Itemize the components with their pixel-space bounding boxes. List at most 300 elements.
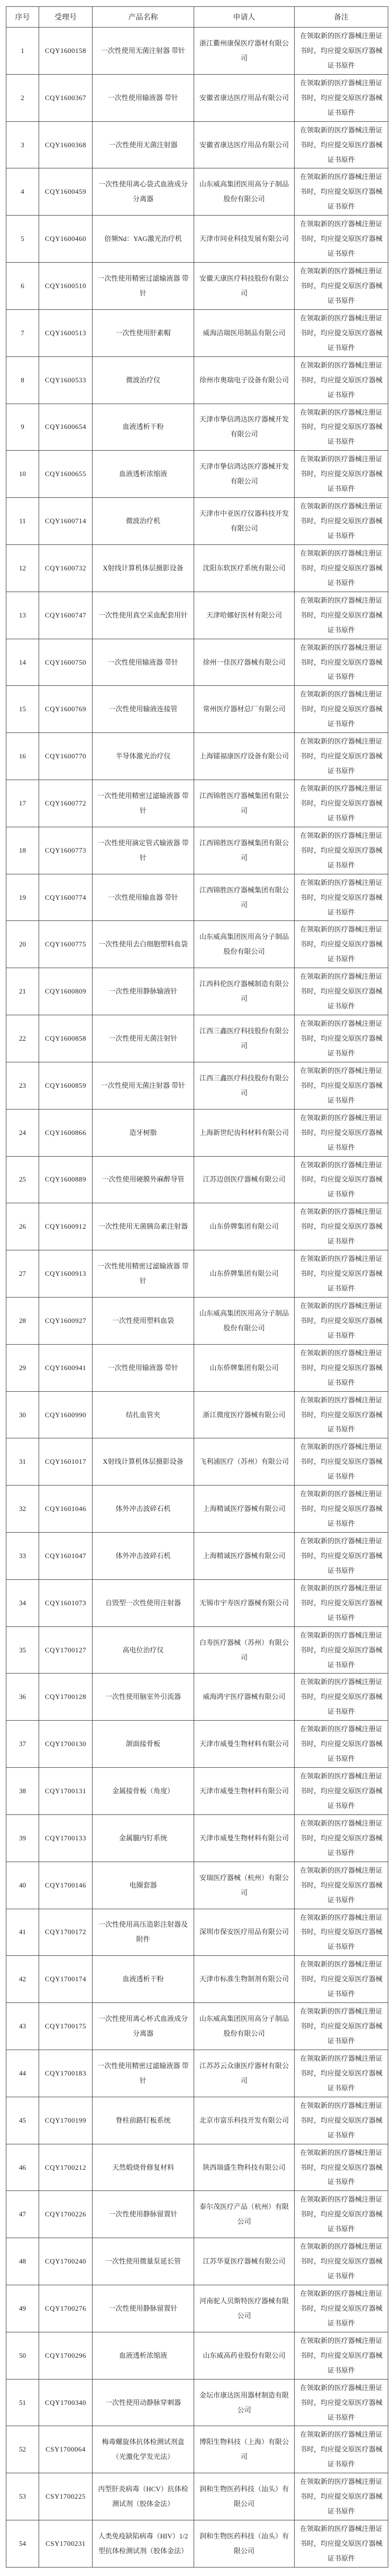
cell-remark: 在领取新的医疗器械注册证书时，均应提交原医疗器械证书原件 (295, 968, 388, 1015)
cell-product-name: 一次性使用输液器 带针 (93, 639, 194, 686)
cell-product-name: 一次性使用精密过滤输液器 带针 (93, 2050, 194, 2097)
cell-applicant: 江西科伦医疗器械制造有限公司 (194, 968, 295, 1015)
table-row (6, 968, 388, 1015)
column-header-index: 序号 (6, 7, 39, 28)
table-row (6, 168, 388, 216)
cell-remark: 在领取新的医疗器械注册证书时，均应提交原医疗器械证书原件 (295, 1814, 388, 1862)
column-header-applicant: 申请人 (194, 7, 295, 28)
cell-product-name: 体外冲击波碎石机 (93, 1533, 194, 1580)
cell-acceptance-no: CQY1700199 (39, 2097, 93, 2144)
cell-product-name: 一次性使用静脉留置针 (93, 2191, 194, 2238)
cell-applicant: 北京市富乐科技开发有限公司 (194, 2097, 295, 2144)
cell-index: 46 (6, 2144, 39, 2191)
cell-acceptance-no: CQY1600809 (39, 968, 93, 1015)
cell-product-name: 一次性使用高压造影注射器及附件 (93, 1909, 194, 1956)
cell-index: 50 (6, 2332, 39, 2379)
cell-applicant: 威海洁瑞医用制品有限公司 (194, 309, 295, 356)
cell-index: 3 (6, 121, 39, 168)
cell-remark: 在领取新的医疗器械注册证书时，均应提交原医疗器械证书原件 (295, 498, 388, 545)
cell-index: 43 (6, 2003, 39, 2050)
table-row (6, 1814, 388, 1862)
table-row (6, 1438, 388, 1486)
cell-index: 31 (6, 1438, 39, 1486)
cell-index: 24 (6, 1109, 39, 1156)
header-row (6, 7, 388, 28)
table-row (6, 1015, 388, 1062)
cell-index: 45 (6, 2097, 39, 2144)
cell-acceptance-no: CSY1700225 (39, 2473, 93, 2520)
table-header-row (6, 7, 388, 28)
cell-acceptance-no: CQY1600655 (39, 451, 93, 498)
cell-acceptance-no: CQY1600732 (39, 544, 93, 592)
cell-index: 48 (6, 2238, 39, 2285)
table-row (6, 451, 388, 498)
cell-acceptance-no: CQY1700276 (39, 2285, 93, 2332)
cell-index: 13 (6, 592, 39, 639)
cell-applicant: 河南驼人贝斯特医疗器械有限公司 (194, 2285, 295, 2332)
cell-product-name: 一次性使用无菌注射器 带针 (93, 28, 194, 75)
cell-applicant: 山东侨牌集团有限公司 (194, 1250, 295, 1298)
cell-product-name: 一次性使用静脉输液针 (93, 968, 194, 1015)
cell-acceptance-no: CQY1700174 (39, 1956, 93, 2003)
cell-product-name: 自毁型一次性使用注射器 (93, 1579, 194, 1626)
table-row (6, 1486, 388, 1533)
cell-product-name: 一次性使用肝素帽 (93, 309, 194, 356)
cell-applicant: 安徽省康达医疗用品有限公司 (194, 121, 295, 168)
cell-acceptance-no: CQY1600858 (39, 1015, 93, 1062)
cell-product-name: 微波治疗机 (93, 498, 194, 545)
cell-acceptance-no: CQY1600654 (39, 404, 93, 451)
cell-product-name: 一次性使用输血器 带针 (93, 874, 194, 921)
cell-product-name: 梅毒螺旋体抗体检测试剂盒（光激化学发光法） (93, 2426, 194, 2473)
cell-product-name: 造牙树脂 (93, 1109, 194, 1156)
cell-index: 5 (6, 216, 39, 263)
table-row (6, 2332, 388, 2379)
cell-remark: 在领取新的医疗器械注册证书时，均应提交原医疗器械证书原件 (295, 451, 388, 498)
table-row (6, 1579, 388, 1626)
table-row (6, 1909, 388, 1956)
cell-index: 38 (6, 1768, 39, 1815)
cell-remark: 在领取新的医疗器械注册证书时，均应提交原医疗器械证书原件 (295, 733, 388, 780)
table-row (6, 2003, 388, 2050)
cell-remark: 在领取新的医疗器械注册证书时，均应提交原医疗器械证书原件 (295, 1956, 388, 2003)
table-row (6, 1156, 388, 1203)
cell-acceptance-no: CQY1700212 (39, 2144, 93, 2191)
cell-product-name: 血液透析干粉 (93, 404, 194, 451)
cell-product-name: 一次性使用无菌注射针 (93, 1015, 194, 1062)
cell-acceptance-no: CSY1700064 (39, 2426, 93, 2473)
cell-applicant: 山东威高药业股份有限公司 (194, 2332, 295, 2379)
cell-product-name: 一次性使用真空采血配套用针 (93, 592, 194, 639)
cell-applicant: 博阳生物科技（上海）有限公司 (194, 2426, 295, 2473)
cell-applicant: 徐州一佳医疗器械有限公司 (194, 639, 295, 686)
cell-product-name: 金属接骨板（角度） (93, 1768, 194, 1815)
table-row (6, 1674, 388, 1721)
cell-product-name: 高电位治疗仪 (93, 1626, 194, 1674)
cell-index: 19 (6, 874, 39, 921)
cell-acceptance-no: CQY1600510 (39, 263, 93, 310)
cell-product-name: 一次性使用精密过滤输液器 带针 (93, 780, 194, 827)
cell-index: 44 (6, 2050, 39, 2097)
cell-remark: 在领取新的医疗器械注册证书时，均应提交原医疗器械证书原件 (295, 592, 388, 639)
cell-applicant: 沈阳东软医疗系统有限公司 (194, 544, 295, 592)
cell-acceptance-no: CQY1601073 (39, 1579, 93, 1626)
cell-applicant: 江西锦胜医疗器械集团有限公司 (194, 827, 295, 874)
cell-applicant: 江西锦胜医疗器械集团有限公司 (194, 780, 295, 827)
cell-applicant: 上海精诚医疗器械有限公司 (194, 1533, 295, 1580)
cell-acceptance-no: CQY1700130 (39, 1721, 93, 1768)
registration-table (6, 6, 388, 2568)
cell-acceptance-no: CQY1600866 (39, 1109, 93, 1156)
table-row (6, 874, 388, 921)
cell-index: 35 (6, 1626, 39, 1674)
cell-applicant: 江西三鑫医疗科技股份有限公司 (194, 1062, 295, 1109)
cell-remark: 在领取新的医疗器械注册证书时，均应提交原医疗器械证书原件 (295, 827, 388, 874)
cell-applicant: 天津市标准生物制剂有限公司 (194, 1956, 295, 2003)
table-row (6, 2050, 388, 2097)
cell-index: 53 (6, 2473, 39, 2520)
cell-remark: 在领取新的医疗器械注册证书时，均应提交原医疗器械证书原件 (295, 168, 388, 216)
cell-remark: 在领取新的医疗器械注册证书时，均应提交原医疗器械证书原件 (295, 1062, 388, 1109)
cell-applicant: 山东侨牌集团有限公司 (194, 1344, 295, 1391)
cell-acceptance-no: CQY1600158 (39, 28, 93, 75)
column-header-acceptance-no: 受理号 (39, 7, 93, 28)
cell-acceptance-no: CQY1601046 (39, 1486, 93, 1533)
cell-remark: 在领取新的医疗器械注册证书时，均应提交原医疗器械证书原件 (295, 1203, 388, 1250)
table-row (6, 1109, 388, 1156)
cell-acceptance-no: CQY1700127 (39, 1626, 93, 1674)
cell-acceptance-no: CQY1700131 (39, 1768, 93, 1815)
cell-product-name: 一次性使用静脉留置针 (93, 2285, 194, 2332)
cell-applicant: 深圳市保安医疗用品有限公司 (194, 1909, 295, 1956)
cell-applicant: 陕西瑞盛生物科技有限公司 (194, 2144, 295, 2191)
cell-remark: 在领取新的医疗器械注册证书时，均应提交原医疗器械证书原件 (295, 28, 388, 75)
cell-product-name: 一次性使用精密过滤输液器 带针 (93, 263, 194, 310)
cell-product-name: 一次性使用精密过滤输液器 带针 (93, 1250, 194, 1298)
cell-acceptance-no: CQY1600775 (39, 921, 93, 968)
cell-applicant: 江西锦胜医疗器械集团有限公司 (194, 874, 295, 921)
cell-index: 14 (6, 639, 39, 686)
table-row (6, 1391, 388, 1438)
cell-acceptance-no: CQY1601017 (39, 1438, 93, 1486)
cell-product-name: 丙型肝炎病毒（HCV）抗体检测试剂（胶体金法） (93, 2473, 194, 2520)
cell-index: 51 (6, 2379, 39, 2426)
table-row (6, 74, 388, 121)
cell-remark: 在领取新的医疗器械注册证书时，均应提交原医疗器械证书原件 (295, 404, 388, 451)
cell-product-name: 电圈套器 (93, 1862, 194, 1909)
table-row (6, 2238, 388, 2285)
cell-applicant: 上海精诚医疗器械有限公司 (194, 1486, 295, 1533)
cell-remark: 在领取新的医疗器械注册证书时，均应提交原医疗器械证书原件 (295, 639, 388, 686)
cell-product-name: 金属髓内钉系统 (93, 1814, 194, 1862)
cell-remark: 在领取新的医疗器械注册证书时，均应提交原医疗器械证书原件 (295, 74, 388, 121)
cell-index: 29 (6, 1344, 39, 1391)
table-row (6, 2097, 388, 2144)
cell-product-name: 一次性使用硬膜外麻醉导管 (93, 1156, 194, 1203)
cell-acceptance-no: CQY1700296 (39, 2332, 93, 2379)
table-row (6, 2379, 388, 2426)
cell-applicant: 天津市同业科技发展有限公司 (194, 216, 295, 263)
cell-applicant: 天津哈娜好医材有限公司 (194, 592, 295, 639)
cell-remark: 在领取新的医疗器械注册证书时，均应提交原医疗器械证书原件 (295, 2191, 388, 2238)
cell-remark: 在领取新的医疗器械注册证书时，均应提交原医疗器械证书原件 (295, 263, 388, 310)
table-row (6, 1956, 388, 2003)
cell-product-name: 微波治疗仪 (93, 356, 194, 404)
cell-remark: 在领取新的医疗器械注册证书时，均应提交原医疗器械证书原件 (295, 544, 388, 592)
cell-product-name: 倍频Nd：YAG激光治疗机 (93, 216, 194, 263)
cell-remark: 在领取新的医疗器械注册证书时，均应提交原医疗器械证书原件 (295, 2426, 388, 2473)
cell-product-name: 一次性使用输液器 带针 (93, 74, 194, 121)
cell-index: 28 (6, 1297, 39, 1344)
cell-remark: 在领取新的医疗器械注册证书时，均应提交原医疗器械证书原件 (295, 2379, 388, 2426)
cell-remark: 在领取新的医疗器械注册证书时，均应提交原医疗器械证书原件 (295, 2097, 388, 2144)
cell-product-name: 天然煅烧骨修复材料 (93, 2144, 194, 2191)
table-row (6, 263, 388, 310)
cell-product-name: 一次性使用脑室外引流器 (93, 1674, 194, 1721)
cell-remark: 在领取新的医疗器械注册证书时，均应提交原医疗器械证书原件 (295, 1909, 388, 1956)
cell-index: 4 (6, 168, 39, 216)
cell-acceptance-no: CQY1700340 (39, 2379, 93, 2426)
cell-product-name: 血液透析浓缩液 (93, 451, 194, 498)
table-row (6, 1768, 388, 1815)
cell-index: 37 (6, 1721, 39, 1768)
table-row (6, 1862, 388, 1909)
cell-index: 26 (6, 1203, 39, 1250)
cell-remark: 在领取新的医疗器械注册证书时，均应提交原医疗器械证书原件 (295, 1674, 388, 1721)
cell-applicant: 威海鸿宇医疗器械有限公司 (194, 1674, 295, 1721)
cell-remark: 在领取新的医疗器械注册证书时，均应提交原医疗器械证书原件 (295, 356, 388, 404)
cell-index: 39 (6, 1814, 39, 1862)
cell-applicant: 天津市挚信鸿达医疗器械开发有限公司 (194, 404, 295, 451)
table-row (6, 216, 388, 263)
cell-applicant: 山东威高集团医用高分子制品股份有限公司 (194, 168, 295, 216)
cell-remark: 在领取新的医疗器械注册证书时，均应提交原医疗器械证书原件 (295, 1721, 388, 1768)
cell-acceptance-no: CQY1601047 (39, 1533, 93, 1580)
table-row (6, 1297, 388, 1344)
cell-remark: 在领取新的医疗器械注册证书时，均应提交原医疗器械证书原件 (295, 1109, 388, 1156)
cell-product-name: X射线计算机体层摄影设备 (93, 1438, 194, 1486)
cell-index: 23 (6, 1062, 39, 1109)
cell-applicant: 天津市中亚医疗仪器科技开发有限公司 (194, 498, 295, 545)
table-row (6, 2520, 388, 2568)
cell-remark: 在领取新的医疗器械注册证书时，均应提交原医疗器械证书原件 (295, 1768, 388, 1815)
table-row (6, 2285, 388, 2332)
table-row (6, 827, 388, 874)
cell-product-name: 颌面接骨板 (93, 1721, 194, 1768)
cell-applicant: 天津市威曼生物材料有限公司 (194, 1814, 295, 1862)
cell-index: 27 (6, 1250, 39, 1298)
cell-index: 9 (6, 404, 39, 451)
table-body (6, 28, 388, 2568)
table-row (6, 1203, 388, 1250)
cell-remark: 在领取新的医疗器械注册证书时，均应提交原医疗器械证书原件 (295, 1015, 388, 1062)
cell-remark: 在领取新的医疗器械注册证书时，均应提交原医疗器械证书原件 (295, 1344, 388, 1391)
cell-acceptance-no: CQY1700175 (39, 2003, 93, 2050)
cell-product-name: 一次性使用去白细胞塑料血袋 (93, 921, 194, 968)
cell-applicant: 山东侨牌集团有限公司 (194, 1203, 295, 1250)
table-row (6, 404, 388, 451)
table-row (6, 2426, 388, 2473)
cell-product-name: 一次性使用塑料血袋 (93, 1297, 194, 1344)
cell-acceptance-no: CQY1700240 (39, 2238, 93, 2285)
cell-applicant: 泰尔茂医疗产品（杭州）有限公司 (194, 2191, 295, 2238)
cell-index: 7 (6, 309, 39, 356)
cell-remark: 在领取新的医疗器械注册证书时，均应提交原医疗器械证书原件 (295, 2144, 388, 2191)
cell-product-name: 结扎血管夹 (93, 1391, 194, 1438)
cell-acceptance-no: CQY1700226 (39, 2191, 93, 2238)
cell-index: 17 (6, 780, 39, 827)
cell-remark: 在领取新的医疗器械注册证书时，均应提交原医疗器械证书原件 (295, 216, 388, 263)
table-row (6, 921, 388, 968)
cell-product-name: 一次性使用动静脉穿刺器 (93, 2379, 194, 2426)
cell-acceptance-no: CQY1700128 (39, 1674, 93, 1721)
cell-acceptance-no: CQY1600513 (39, 309, 93, 356)
cell-product-name: 血液透析干粉 (93, 1956, 194, 2003)
cell-remark: 在领取新的医疗器械注册证书时，均应提交原医疗器械证书原件 (295, 2003, 388, 2050)
cell-index: 25 (6, 1156, 39, 1203)
cell-index: 15 (6, 686, 39, 733)
table-row (6, 498, 388, 545)
cell-acceptance-no: CQY1600368 (39, 121, 93, 168)
cell-remark: 在领取新的医疗器械注册证书时，均应提交原医疗器械证书原件 (295, 1391, 388, 1438)
cell-applicant: 润和生物医药科技（汕头）有限公司 (194, 2520, 295, 2568)
table-row (6, 686, 388, 733)
cell-acceptance-no: CQY1600714 (39, 498, 93, 545)
cell-acceptance-no: CQY1600990 (39, 1391, 93, 1438)
cell-product-name: 人类免疫缺陷病毒（HIV）1/2型抗体检测试剂（胶体金法） (93, 2520, 194, 2568)
cell-applicant: 飞利浦医疗（苏州）有限公司 (194, 1438, 295, 1486)
cell-product-name: 体外冲击波碎石机 (93, 1486, 194, 1533)
cell-applicant: 江苏苏云众康医疗器材有限公司 (194, 2050, 295, 2097)
cell-applicant: 金坛市康达医用器材制造有限公司 (194, 2379, 295, 2426)
cell-product-name: 脊柱前路钉板系统 (93, 2097, 194, 2144)
cell-applicant: 江苏迈创医疗器械有限公司 (194, 1156, 295, 1203)
table-row (6, 639, 388, 686)
table-row (6, 592, 388, 639)
cell-remark: 在领取新的医疗器械注册证书时，均应提交原医疗器械证书原件 (295, 780, 388, 827)
cell-remark: 在领取新的医疗器械注册证书时，均应提交原医疗器械证书原件 (295, 121, 388, 168)
cell-remark: 在领取新的医疗器械注册证书时，均应提交原医疗器械证书原件 (295, 2520, 388, 2568)
cell-acceptance-no: CQY1600772 (39, 780, 93, 827)
cell-index: 54 (6, 2520, 39, 2568)
column-header-product-name: 产品名称 (93, 7, 194, 28)
cell-acceptance-no: CQY1600460 (39, 216, 93, 263)
cell-acceptance-no: CQY1700146 (39, 1862, 93, 1909)
table-row (6, 28, 388, 75)
cell-acceptance-no: CQY1600459 (39, 168, 93, 216)
cell-acceptance-no: CQY1700172 (39, 1909, 93, 1956)
cell-applicant: 上海镭福康医疗设备有限公司 (194, 733, 295, 780)
table-row (6, 309, 388, 356)
table-row (6, 121, 388, 168)
cell-product-name: 一次性使用无菌注射器 (93, 121, 194, 168)
cell-acceptance-no: CQY1600859 (39, 1062, 93, 1109)
cell-applicant: 山东威高集团医用高分子制品股份有限公司 (194, 921, 295, 968)
table-row (6, 1626, 388, 1674)
cell-acceptance-no: CQY1600750 (39, 639, 93, 686)
cell-applicant: 安徽天康医疗科技股份有限公司 (194, 263, 295, 310)
cell-acceptance-no: CQY1600927 (39, 1297, 93, 1344)
cell-applicant: 无锡市宇寿医疗器械有限公司 (194, 1579, 295, 1626)
cell-product-name: 一次性使用输液连接管 (93, 686, 194, 733)
cell-index: 8 (6, 356, 39, 404)
cell-index: 21 (6, 968, 39, 1015)
cell-remark: 在领取新的医疗器械注册证书时，均应提交原医疗器械证书原件 (295, 921, 388, 968)
cell-index: 22 (6, 1015, 39, 1062)
cell-index: 33 (6, 1533, 39, 1580)
cell-acceptance-no: CQY1600770 (39, 733, 93, 780)
cell-remark: 在领取新的医疗器械注册证书时，均应提交原医疗器械证书原件 (295, 1156, 388, 1203)
table-row (6, 544, 388, 592)
cell-remark: 在领取新的医疗器械注册证书时，均应提交原医疗器械证书原件 (295, 1533, 388, 1580)
cell-applicant: 润和生物医药科技（汕头）有限公司 (194, 2473, 295, 2520)
cell-product-name: 半导体激光治疗仪 (93, 733, 194, 780)
cell-index: 36 (6, 1674, 39, 1721)
cell-applicant: 白寿医疗器械（苏州）有限公司 (194, 1626, 295, 1674)
cell-index: 49 (6, 2285, 39, 2332)
cell-acceptance-no: CQY1600533 (39, 356, 93, 404)
cell-acceptance-no: CQY1600913 (39, 1250, 93, 1298)
cell-applicant: 山东威高集团医用高分子制品股份有限公司 (194, 2003, 295, 2050)
table-row (6, 1533, 388, 1580)
cell-index: 34 (6, 1579, 39, 1626)
cell-applicant: 安瑞医疗器械（杭州）有限公司 (194, 1862, 295, 1909)
cell-index: 40 (6, 1862, 39, 1909)
cell-product-name: 一次性使用输液器 带针 (93, 1344, 194, 1391)
table-row (6, 2144, 388, 2191)
cell-index: 6 (6, 263, 39, 310)
cell-index: 2 (6, 74, 39, 121)
cell-acceptance-no: CQY1700183 (39, 2050, 93, 2097)
cell-remark: 在领取新的医疗器械注册证书时，均应提交原医疗器械证书原件 (295, 2473, 388, 2520)
cell-remark: 在领取新的医疗器械注册证书时，均应提交原医疗器械证书原件 (295, 2285, 388, 2332)
cell-applicant: 徐州市奥瑞电子设备有限公司 (194, 356, 295, 404)
table-row (6, 780, 388, 827)
cell-index: 42 (6, 1956, 39, 2003)
cell-index: 12 (6, 544, 39, 592)
cell-index: 41 (6, 1909, 39, 1956)
cell-remark: 在领取新的医疗器械注册证书时，均应提交原医疗器械证书原件 (295, 309, 388, 356)
cell-remark: 在领取新的医疗器械注册证书时，均应提交原医疗器械证书原件 (295, 1297, 388, 1344)
table-row (6, 1344, 388, 1391)
cell-product-name: 一次性使用滴定管式输液器 带针 (93, 827, 194, 874)
cell-applicant: 江苏华夏医疗器械有限公司 (194, 2238, 295, 2285)
cell-remark: 在领取新的医疗器械注册证书时，均应提交原医疗器械证书原件 (295, 1250, 388, 1298)
cell-product-name: 一次性使用无菌胰岛素注射器 (93, 1203, 194, 1250)
cell-remark: 在领取新的医疗器械注册证书时，均应提交原医疗器械证书原件 (295, 1626, 388, 1674)
cell-acceptance-no: CQY1600889 (39, 1156, 93, 1203)
cell-remark: 在领取新的医疗器械注册证书时，均应提交原医疗器械证书原件 (295, 686, 388, 733)
cell-applicant: 天津市威曼生物材料有限公司 (194, 1768, 295, 1815)
cell-product-name: 一次性使用离心袋式血液成分分离器 (93, 168, 194, 216)
cell-acceptance-no: CQY1600774 (39, 874, 93, 921)
cell-index: 47 (6, 2191, 39, 2238)
cell-remark: 在领取新的医疗器械注册证书时，均应提交原医疗器械证书原件 (295, 1862, 388, 1909)
cell-index: 1 (6, 28, 39, 75)
table-row (6, 1721, 388, 1768)
cell-applicant: 山东威高集团医用高分子制品股份有限公司 (194, 1297, 295, 1344)
cell-product-name: X射线计算机体层摄影设备 (93, 544, 194, 592)
cell-index: 30 (6, 1391, 39, 1438)
cell-index: 18 (6, 827, 39, 874)
cell-acceptance-no: CQY1600773 (39, 827, 93, 874)
cell-index: 11 (6, 498, 39, 545)
cell-applicant: 浙江衢州康保医疗器材有限公司 (194, 28, 295, 75)
cell-remark: 在领取新的医疗器械注册证书时，均应提交原医疗器械证书原件 (295, 2332, 388, 2379)
table-row (6, 356, 388, 404)
cell-acceptance-no: CSY1700231 (39, 2520, 93, 2568)
cell-index: 20 (6, 921, 39, 968)
